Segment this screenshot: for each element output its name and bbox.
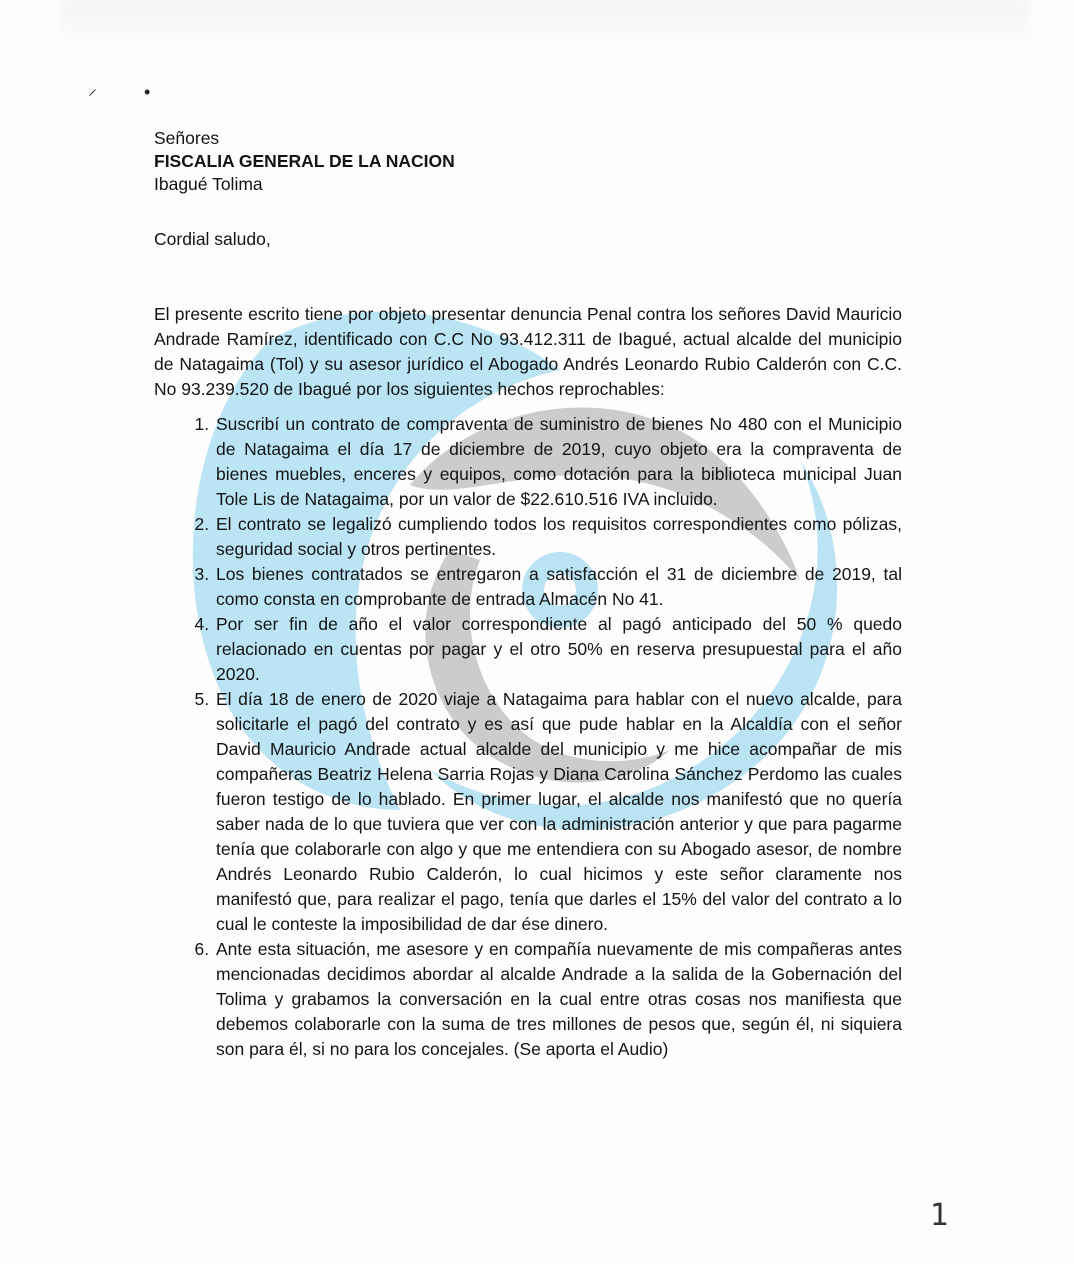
institution-name: FISCALIA GENERAL DE LA NACION [154,151,455,171]
letter-body [154,127,902,1062]
greeting: Cordial saludo, [154,229,271,249]
addressee-block [154,127,902,196]
list-item: 2. El contrato se legalizó cumpliendo todos los requisitos correspondientes como pólizas, seguridad social y otros pertinentes. [214,512,902,562]
salutation: Señores [154,128,220,148]
list-item: 4. Por ser fin de año el valor correspondiente al pagó anticipado del 50 % quedo relacionado en cuentas por pagar y el otro 50% en reserva presupuestal para el año 2020. [214,612,902,687]
list-item: 6. Ante esta situación, me asesore y en compañía nuevamente de mis compañeras antes mencionadas decidimos abordar al alcalde Andrade a la salida de la Gobernación del Tolima y grabamos la conversación en la cual entre otras cosas nos manifiesta que debemos colaborarle con la suma de tres millones de pesos que, según él, ni siquiera son para él, si no para los concejales. (Se aporta el Audio) [214,937,902,1062]
scan-top-smudge [60,0,1030,40]
list-item: 1. Suscribí un contrato de compraventa de suministro de bienes No 480 con el Municipio de Natagaima el día 17 de diciembre de 2019, cuyo objeto era la compraventa de bienes muebles, enceres y equipos, como dotación para la biblioteca municipal Juan Tole Lis de Natagaima, por un valor de $22.610.516 IVA incluido. [214,412,902,512]
scan-dot: • [144,82,151,102]
list-item: 3. Los bienes contratados se entregaron a satisfacción el 31 de diciembre de 2019, tal como consta en comprobante de entrada Almacén No 41. [214,562,902,612]
list-item: 5. El día 18 de enero de 2020 viaje a Natagaima para hablar con el nuevo alcalde, para solicitarle el pagó del contrato y es así que pude hablar en la Alcaldía con el señor David Mauricio Andrade actual alcalde del municipio y me hice acompañar de mis compañeras Beatriz Helena Sarria Rojas y Diana Carolina Sánchez Perdomo las cuales fueron testigo de lo hablado. En primer lugar, el alcalde nos manifestó que no quería saber nada de lo que tuviera que ver con la administración anterior y que para pagarme tenía que colaborarle con algo y que me entendiera con su Abogado asesor, de nombre Andrés Leonardo Rubio Calderón, lo cual hicimos y este señor claramente nos manifestó que, para realizar el pago, tenía que darles el 15% del valor del contrato a lo cual le conteste la imposibilidad de dar ése dinero. [214,687,902,937]
page-number: 1 [930,1198,950,1233]
intro-paragraph: El presente escrito tiene por objeto presentar denuncia Penal contra los señores David Mauricio Andrade Ramírez, identificado con C.C No 93.412.311 de Ibagué, actual alcalde del municipio de Natagaima (Tol) y su asesor jurídico el Abogado Andrés Leonardo Rubio Calderón con C.C. No 93.239.520 de Ibagué por los siguientes hechos reprochables: [154,304,902,399]
addressee-city: Ibagué Tolima [154,174,263,194]
facts-list [154,412,902,1062]
scan-mark: ⸍ [88,86,97,106]
